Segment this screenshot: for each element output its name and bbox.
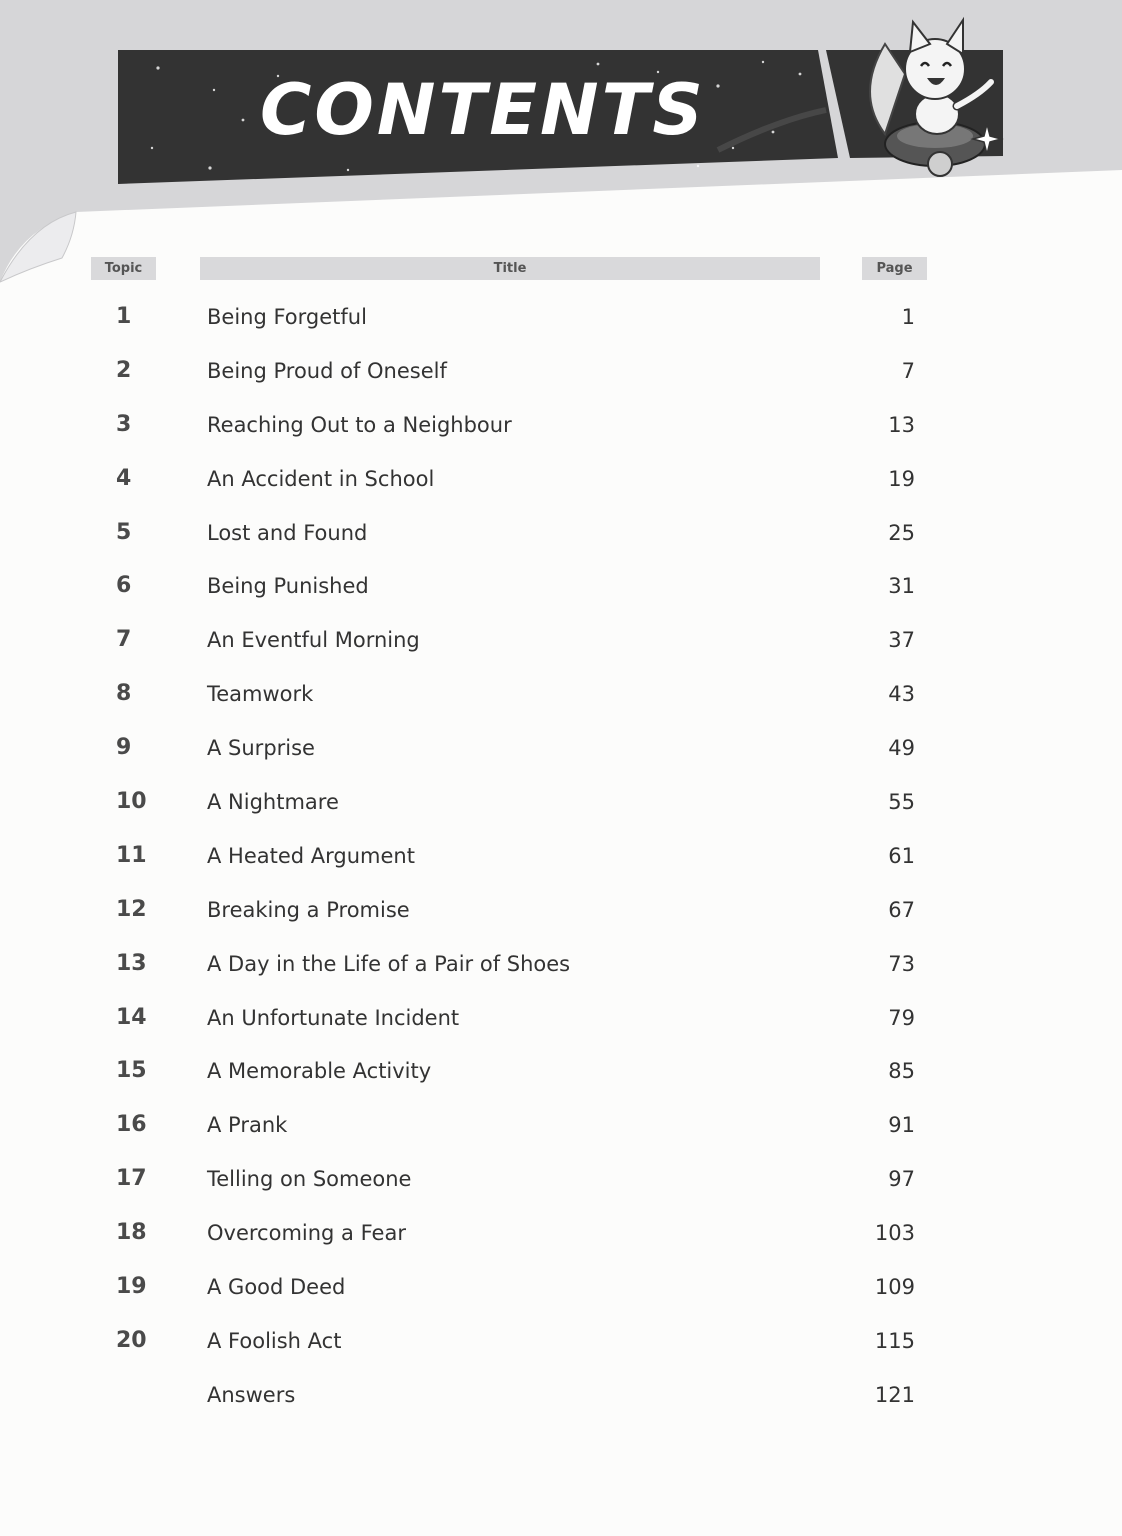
toc-row[interactable] xyxy=(0,1260,1122,1314)
page-number: 109 xyxy=(874,1275,915,1300)
topic-number: 17 xyxy=(116,1166,147,1192)
topic-title: Being Forgetful xyxy=(207,305,367,329)
toc-row[interactable] xyxy=(0,1044,1122,1098)
toc-row[interactable] xyxy=(0,344,1122,398)
topic-number: 4 xyxy=(116,465,132,491)
topic-number: 9 xyxy=(116,735,132,761)
page-number: 91 xyxy=(888,1113,915,1138)
toc-row[interactable] xyxy=(0,613,1122,667)
page-number: 25 xyxy=(888,520,915,545)
page-number: 103 xyxy=(874,1221,915,1246)
toc-row[interactable] xyxy=(0,1152,1122,1206)
toc-row[interactable] xyxy=(0,559,1122,613)
toc-row[interactable] xyxy=(0,506,1122,560)
toc-row[interactable] xyxy=(0,398,1122,452)
page-number: 73 xyxy=(888,951,915,976)
toc-row[interactable] xyxy=(0,290,1122,344)
page-number: 19 xyxy=(888,466,915,491)
topic-title: A Good Deed xyxy=(207,1275,346,1300)
page-number: 13 xyxy=(888,412,915,437)
column-header-title: Title xyxy=(200,257,820,280)
topic-title: Being Punished xyxy=(207,574,369,599)
column-header-topic: Topic xyxy=(91,257,156,280)
topic-number: 20 xyxy=(116,1327,147,1353)
topic-number: 2 xyxy=(116,357,132,383)
toc-row[interactable] xyxy=(0,1098,1122,1152)
page-number: 49 xyxy=(888,736,915,761)
column-header-page: Page xyxy=(862,257,927,280)
page-number: 61 xyxy=(888,843,915,868)
topic-number: 5 xyxy=(116,519,132,545)
topic-number: 3 xyxy=(116,411,132,437)
topic-number: 8 xyxy=(116,681,132,707)
toc-row[interactable] xyxy=(0,452,1122,506)
topic-title: Teamwork xyxy=(207,682,314,707)
topic-title: An Accident in School xyxy=(207,466,435,491)
page-number: 79 xyxy=(888,1005,915,1030)
topic-title: Lost and Found xyxy=(207,520,368,545)
topic-number: 1 xyxy=(116,304,132,329)
page-title: CONTENTS xyxy=(260,69,706,151)
topic-title: A Heated Argument xyxy=(207,843,415,868)
topic-title: A Surprise xyxy=(207,736,315,761)
topic-number: 11 xyxy=(116,842,147,868)
topic-number: 12 xyxy=(116,896,147,922)
topic-number: 19 xyxy=(116,1274,147,1300)
toc-row[interactable] xyxy=(0,721,1122,775)
topic-title: A Memorable Activity xyxy=(207,1059,432,1084)
page-number: 121 xyxy=(874,1382,915,1407)
topic-title: A Prank xyxy=(207,1113,288,1138)
topic-title: An Unfortunate Incident xyxy=(207,1005,460,1030)
topic-title: A Nightmare xyxy=(207,790,339,815)
topic-number: 10 xyxy=(116,789,147,815)
cat-on-rocket-icon xyxy=(855,14,1005,179)
topic-title: Answers xyxy=(207,1382,296,1407)
toc-row-answers[interactable] xyxy=(0,1368,1122,1422)
topic-number: 18 xyxy=(116,1220,147,1246)
page-number: 7 xyxy=(901,358,915,383)
toc-row[interactable] xyxy=(0,937,1122,991)
toc-row[interactable] xyxy=(0,991,1122,1045)
topic-title: Overcoming a Fear xyxy=(207,1221,406,1246)
page-number: 31 xyxy=(888,574,915,599)
topic-title: Telling on Someone xyxy=(207,1167,412,1192)
topic-title: A Day in the Life of a Pair of Shoes xyxy=(207,951,571,976)
topic-number: 14 xyxy=(116,1004,147,1030)
page-number: 115 xyxy=(874,1328,915,1353)
topic-title: Being Proud of Oneself xyxy=(207,358,447,383)
topic-number: 7 xyxy=(116,627,132,653)
toc-row[interactable] xyxy=(0,775,1122,829)
toc-row[interactable] xyxy=(0,883,1122,937)
page-number: 85 xyxy=(888,1059,915,1084)
page-number: 67 xyxy=(888,897,915,922)
page-number: 1 xyxy=(901,305,915,329)
topic-title: An Eventful Morning xyxy=(207,628,420,653)
page-number: 37 xyxy=(888,628,915,653)
toc-row[interactable] xyxy=(0,667,1122,721)
topic-title: Breaking a Promise xyxy=(207,897,410,922)
page-number: 43 xyxy=(888,682,915,707)
topic-number: 13 xyxy=(116,950,147,976)
contents-list xyxy=(0,290,1122,1422)
topic-number: 6 xyxy=(116,573,132,599)
toc-row[interactable] xyxy=(0,1314,1122,1368)
topic-number: 16 xyxy=(116,1112,147,1138)
topic-number: 15 xyxy=(116,1058,147,1084)
toc-row[interactable] xyxy=(0,1206,1122,1260)
topic-title: A Foolish Act xyxy=(207,1328,342,1353)
page-number: 97 xyxy=(888,1167,915,1192)
topic-title: Reaching Out to a Neighbour xyxy=(207,412,512,437)
toc-row[interactable] xyxy=(0,829,1122,883)
page-number: 55 xyxy=(888,790,915,815)
